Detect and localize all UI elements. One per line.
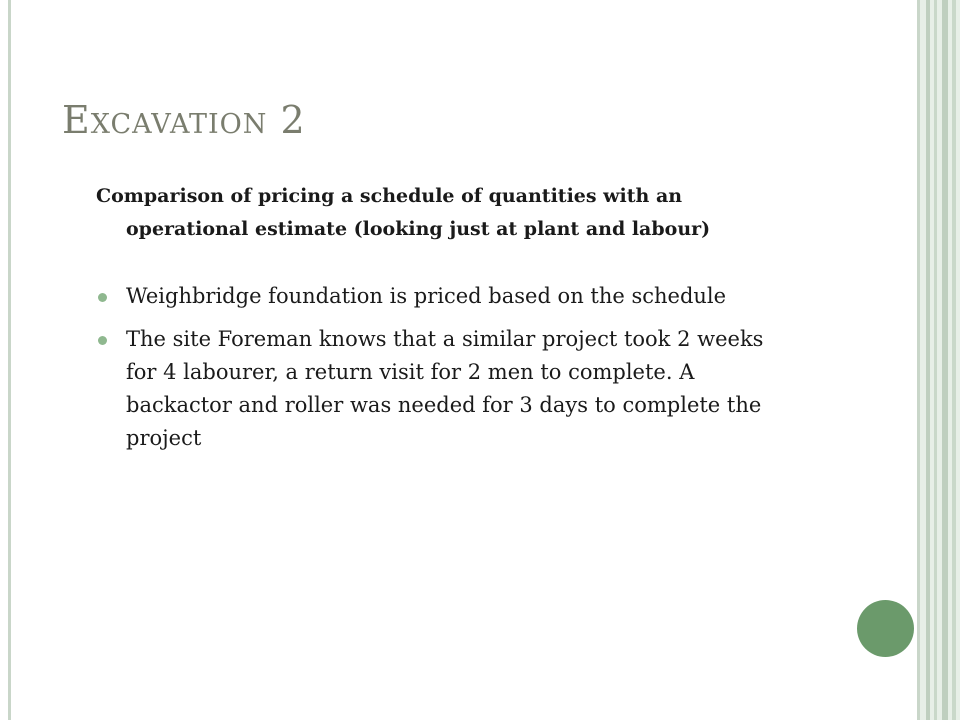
stripe bbox=[934, 0, 937, 720]
left-border bbox=[8, 0, 11, 720]
stripe bbox=[942, 0, 948, 720]
bullet-item bbox=[96, 323, 796, 455]
bullet-text: The site Foreman knows that a similar project took 2 weeks for 4 labourer, a return visit for 2 men to complete. A backactor and roller was needed for 3 days to complete the project bbox=[126, 327, 764, 450]
stripe bbox=[952, 0, 956, 720]
bullet-list bbox=[96, 280, 796, 455]
intro-text: Comparison of pricing a schedule of quantities with an operational estimate (looking just at plant and labour) bbox=[96, 185, 711, 240]
bullet-item bbox=[96, 280, 796, 313]
stripe bbox=[926, 0, 930, 720]
slide-title: Excavation 2 bbox=[62, 98, 306, 142]
bullet-text: Weighbridge foundation is priced based on the schedule bbox=[126, 284, 727, 308]
slide-body bbox=[96, 180, 796, 465]
bullet-icon bbox=[98, 293, 107, 302]
decorative-circle bbox=[857, 600, 914, 657]
bullet-icon bbox=[98, 336, 107, 345]
